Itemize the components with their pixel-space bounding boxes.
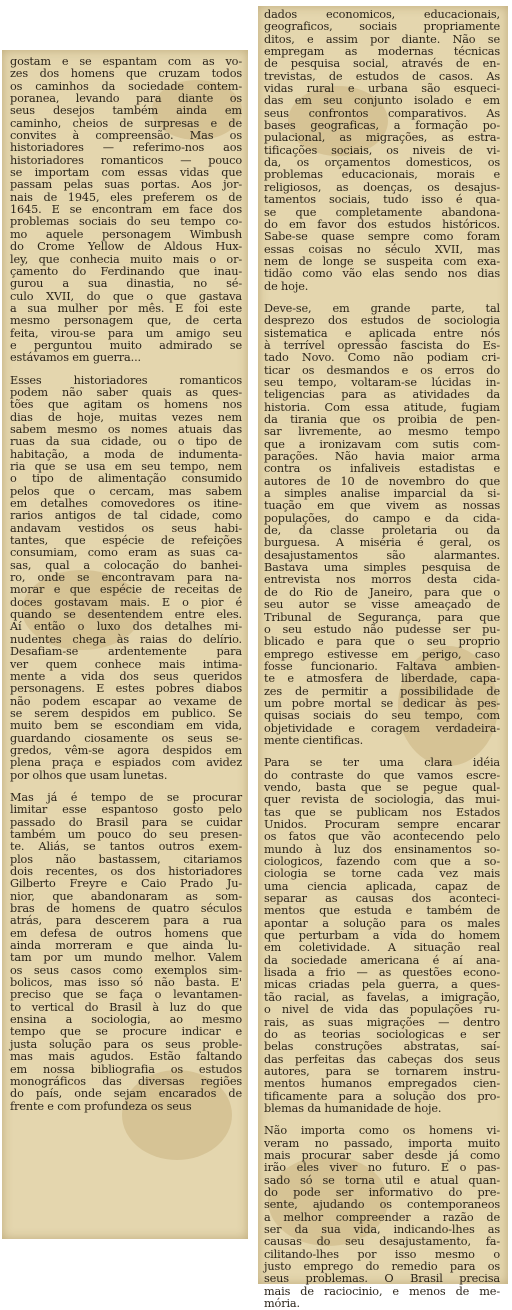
text-line: blicado e para que o seu proprio xyxy=(264,635,500,649)
text-line: Esses historiadores romanticos xyxy=(10,373,242,387)
text-line: tantes, que espécie de refeições xyxy=(10,534,242,548)
text-line: historia. Com essa atitude, fugiam xyxy=(264,400,500,414)
text-line: quisas sociais do seu tempo, com xyxy=(264,709,500,723)
text-line: por olhos que usam lunetas. xyxy=(10,768,168,782)
article-paragraph xyxy=(264,9,500,293)
text-line: doces gostavam mais. E o pior é xyxy=(10,595,242,609)
text-line: justa solução para os seus proble- xyxy=(10,1037,242,1051)
text-line: ciologia se torne cada vez mais xyxy=(264,867,500,881)
text-line: quando se desentendem entre eles. xyxy=(10,608,242,622)
article-column-right xyxy=(264,6,500,1310)
text-line: ver quem conhece mais intima- xyxy=(10,657,242,671)
text-line: nem de longe se suspeita com exa- xyxy=(264,254,500,268)
text-line: zes de permitir a possibilidade de xyxy=(264,684,500,698)
text-line: também um pouco do seu presen- xyxy=(10,827,242,841)
text-line: seus confrontos comparativos. As xyxy=(264,106,500,120)
text-line: desprezo dos estudos de sociologia xyxy=(264,314,500,328)
text-line: rais, as suas migrações — dentro xyxy=(264,1015,500,1029)
article-paragraph xyxy=(10,792,242,1113)
text-line: do Crome Yellow de Aldous Hux- xyxy=(10,240,242,254)
text-line: ticar os desmandos e os erros do xyxy=(264,363,500,377)
text-line: trevistas, de estudos de casos. As xyxy=(264,69,500,83)
text-line: empregam as modernas técnicas xyxy=(264,45,500,59)
text-line: nudentes chega às raias do delírio. xyxy=(10,632,242,646)
text-line: da, os orçamentos domesticos, os xyxy=(264,156,500,170)
text-line: ro, onde se encontravam para na- xyxy=(10,571,242,585)
text-line: essas coisas no século XVII, mas xyxy=(264,242,500,256)
text-line: blemas da humanidade de hoje. xyxy=(264,1101,442,1115)
text-line: andavam vestidos os seus habi- xyxy=(10,521,242,535)
text-line: morar e que espécie de receitas de xyxy=(10,583,242,597)
text-line: a sua mulher por mês. E foi este xyxy=(10,301,242,315)
text-line: sistematica e aplicada entre nós xyxy=(264,326,500,340)
text-line: mo aquele personagem Wimbush xyxy=(10,227,242,241)
text-line: ainda morreram e que ainda lu- xyxy=(10,939,242,953)
text-line: uma ciencia aplicada, capaz de xyxy=(264,879,500,893)
text-line: ser da sua vida, indicando-lhes as xyxy=(264,1223,500,1236)
text-line: tões que agitam os homens nos xyxy=(10,398,242,412)
text-line: parações. Não havia maior arma xyxy=(264,450,500,464)
text-line: ria que se usa em seu tempo, nem xyxy=(10,460,242,473)
text-line: ley, que conhecia muito mais o or- xyxy=(10,252,242,266)
text-line: sado só se torna util e atual quan- xyxy=(264,1173,500,1187)
text-line: atrás, para descerem para a rua xyxy=(10,914,242,928)
text-line: mas mais agudos. Estão faltando xyxy=(10,1050,242,1064)
text-line: plena praça e espiados com avidez xyxy=(10,756,242,770)
text-line: mais de raciocinio, e menos de me- xyxy=(264,1284,500,1298)
text-line: culo XVII, do que o que gastava xyxy=(10,289,242,303)
text-line: belas construções abstratas, saí- xyxy=(264,1040,500,1054)
text-line: contra os infaliveis estadistas e xyxy=(264,462,500,476)
text-line: tificamente para a solução dos pro- xyxy=(264,1089,500,1103)
text-line: plos não bastassem, citariamos xyxy=(10,852,242,866)
text-line: gurou a sua dinastia, no sé- xyxy=(10,277,242,291)
text-line: ruas da sua cidade, ou o tipo de xyxy=(10,435,242,449)
text-line: Para se ter uma clara idéia xyxy=(264,756,500,770)
text-line: seu autor se visse ameaçado de xyxy=(264,598,500,612)
text-line: separar as causas dos aconteci- xyxy=(264,892,500,906)
text-line: veram no passado, importa muito xyxy=(264,1136,500,1150)
text-line: ciologicos, fazendo com que a so- xyxy=(264,855,500,869)
text-line: dias de hoje, muitas vezes nem xyxy=(10,410,242,424)
text-line: desajustamentos são alarmantes. xyxy=(264,548,500,562)
text-line: to vertical do Brasil à luz do que xyxy=(10,1000,242,1014)
text-line: monográficos das diversas regiões xyxy=(10,1074,242,1088)
text-line: mória. xyxy=(264,1297,300,1310)
text-line: do pode ser informativo do pre- xyxy=(264,1185,500,1199)
text-line: autores de 10 de novembro do que xyxy=(264,474,500,488)
text-line: quer revista de sociologia, das mui- xyxy=(264,793,500,807)
text-line: pelos que o cercam, mas sabem xyxy=(10,484,242,498)
text-line: nais de 1945, eles preferem os de xyxy=(10,190,242,204)
text-line: tado Novo. Como não podiam cri- xyxy=(264,351,500,365)
text-line: o tipo de alimentação consumido xyxy=(10,472,242,486)
text-line: limitar esse espantoso gosto pelo xyxy=(10,803,242,817)
article-paragraph xyxy=(10,375,242,782)
text-line: sente, ajudando os contemporaneos xyxy=(264,1198,500,1212)
text-line: frente e com profundeza os seus xyxy=(10,1099,192,1113)
text-line: o nivel de vida das populações ru- xyxy=(264,1003,500,1017)
text-line: vendo, basta que se pegue qual- xyxy=(264,780,500,794)
text-line: dados economicos, educacionais, xyxy=(264,8,500,21)
text-line: tidão como vão elas sendo nos dias xyxy=(264,267,500,281)
text-line: personagens. E estes pobres diabos xyxy=(10,682,242,696)
text-line: vidas rural e urbana são esqueci- xyxy=(264,82,500,96)
text-line: historiadores romanticos — pouco xyxy=(10,153,242,167)
text-line: rarios antigos de tal cidade, como xyxy=(10,509,242,523)
text-line: que perturbam a vida do homem xyxy=(264,929,500,943)
text-line: se serem despidos em publico. Se xyxy=(10,706,242,720)
text-line: Desafiam-se ardentemente para xyxy=(10,645,242,659)
text-line: mentos humanos empregados cien- xyxy=(264,1077,500,1091)
text-line: mundo à luz dos ensinamentos so- xyxy=(264,842,500,856)
text-line: os fatos que vão acontecendo pelo xyxy=(264,830,500,844)
text-line: teligencias para as atividades da xyxy=(264,388,500,402)
text-line: em defesa de outros homens que xyxy=(10,926,242,940)
text-line: do as teorias sociologicas e ser xyxy=(264,1027,500,1041)
text-line: sar livremente, ao mesmo tempo xyxy=(264,425,500,439)
text-line: seus problemas. O Brasil precisa xyxy=(264,1272,500,1286)
text-line: preciso que se faça o levantamen- xyxy=(10,988,242,1002)
text-line: os caminhos da sociedade contem- xyxy=(10,79,242,93)
text-line: tificações sociais, os niveis de vi- xyxy=(264,143,500,157)
text-line: tuação em que vivem as nossas xyxy=(264,499,500,513)
text-line: em detalhes comovedores os itine- xyxy=(10,497,242,511)
text-line: nior, que abandonaram as som- xyxy=(10,889,242,903)
text-line: de pesquisa social, através de en- xyxy=(264,57,500,71)
text-line: guardando ciosamente os seus se- xyxy=(10,731,242,745)
text-line: mente cientificas. xyxy=(264,733,364,747)
text-line: autores, para se tornarem instru- xyxy=(264,1064,500,1078)
text-line: zes dos homens que cruzam todos xyxy=(10,67,242,81)
text-line: sas, qual a colocação do banhei- xyxy=(10,558,242,572)
text-line: bras de homens de quatro séculos xyxy=(10,902,242,916)
text-line: problemas educacionais, morais e xyxy=(264,168,500,182)
text-line: da sociedade americana é aí ana- xyxy=(264,953,500,967)
text-line: bases geograficas, a formação po- xyxy=(264,119,500,133)
text-line: de, da classe proletaria ou da xyxy=(264,524,500,538)
text-line: sabem mesmo os nomes atuais das xyxy=(10,422,242,436)
text-line: consumiam, como eram as suas ca- xyxy=(10,546,242,560)
text-line: um pobre mortal se dedicar às pes- xyxy=(264,696,500,710)
text-line: se importam com essas vidas que xyxy=(10,166,242,180)
text-line: Sabe-se quase sempre como foram xyxy=(264,230,500,244)
text-line: tempo que se procure indicar e xyxy=(10,1025,242,1039)
text-line: das perfeitas das cabeças dos seus xyxy=(264,1052,500,1066)
text-line: Mas já é tempo de se procurar xyxy=(10,790,242,804)
text-line: mais procurar saber desde já como xyxy=(264,1148,500,1162)
newspaper-clipping-left xyxy=(2,50,248,1239)
text-line: çamento do Ferdinando que inau- xyxy=(10,264,242,278)
text-line: convites à compreensão. Mas os xyxy=(10,129,242,143)
text-line: que a ironizavam com sutis com- xyxy=(264,437,500,451)
text-line: do em favor dos estudos históricos. xyxy=(264,217,500,231)
text-line: fosse funcionario. Faltava ambien- xyxy=(264,659,500,673)
text-line: e perguntou muito admirado se xyxy=(10,338,242,352)
text-line: mentos que estuda e também de xyxy=(264,904,500,918)
text-line: ditos, e assim por diante. Não se xyxy=(264,32,500,46)
article-paragraph xyxy=(10,56,242,365)
text-line: à terrível opressão fascista do Es- xyxy=(264,338,500,352)
text-line: podem não saber quais as ques- xyxy=(10,385,242,399)
article-column-left xyxy=(10,50,242,1239)
text-line: religiosos, as doenças, os desajus- xyxy=(264,180,500,194)
text-line: do país, onde sejam encarados de xyxy=(10,1087,242,1101)
text-line: burguesa. A miséria é geral, os xyxy=(264,536,500,550)
text-line: causas do seu desajustamento, fa- xyxy=(264,1235,500,1249)
text-line: os seus casos como exemplos sim- xyxy=(10,963,242,977)
text-line: justo emprego do remedio para os xyxy=(264,1260,500,1274)
text-line: poranea, levando para diante os xyxy=(10,92,242,106)
text-line: passado do Brasil para se cuidar xyxy=(10,815,242,829)
text-line: cilitando-lhes por isso mesmo o xyxy=(264,1247,500,1261)
text-line: seus desejos também ainda em xyxy=(10,104,242,118)
text-line: 1645. E se encontram em face dos xyxy=(10,203,242,217)
text-line: mesmo personagem que, de certa xyxy=(10,314,242,328)
text-line: Aí então o luxo dos detalhes mi- xyxy=(10,620,242,634)
text-line: a simples analise imparcial da si- xyxy=(264,487,500,501)
text-line: apontar a solução para os males xyxy=(264,916,500,930)
text-line: objetividade e coragem verdadeira- xyxy=(264,721,500,735)
text-line: se que completamente abandona- xyxy=(264,205,500,219)
article-paragraph xyxy=(264,303,500,747)
text-line: mente a vida dos seus queridos xyxy=(10,669,242,683)
text-line: Unidos. Procuram sempre encarar xyxy=(264,818,500,831)
text-line: entrevista nos morros desta cida- xyxy=(264,573,500,587)
text-line: a melhor compreender a razão de xyxy=(264,1210,500,1224)
text-line: historiadores — referimo-nos aos xyxy=(10,141,242,155)
text-line: caminho, cheios de surpresas e de xyxy=(10,116,242,130)
article-paragraph xyxy=(264,757,500,1115)
text-line: micas criadas pela guerra, a ques- xyxy=(264,978,500,992)
text-line: Deve-se, em grande parte, tal xyxy=(264,301,500,315)
text-line: de do Rio de Janeiro, para que o xyxy=(264,585,500,599)
text-line: da tirania que os proibia de pen- xyxy=(264,413,500,426)
text-line: bolicos, mas isso só não basta. E' xyxy=(10,976,242,990)
text-line: te. Aliás, se tantos outros exem- xyxy=(10,840,242,854)
text-line: em nossa bibliografia os estudos xyxy=(10,1062,242,1076)
text-line: não podem escapar ao vexame de xyxy=(10,694,242,708)
text-line: do contraste do que vamos escre- xyxy=(264,768,500,782)
newspaper-clipping-right xyxy=(258,6,508,1310)
text-line: Gilberto Freyre e Caio Prado Ju- xyxy=(10,877,242,891)
text-line: populações, do campo e da cida- xyxy=(264,511,500,525)
text-line: seu tempo, voltaram-se lúcidas in- xyxy=(264,375,500,389)
text-line: lisada a frio — as questões econo- xyxy=(264,966,500,980)
text-line: dois recentes, os dos historiadores xyxy=(10,865,242,878)
text-line: habitação, a moda de indumenta- xyxy=(10,447,242,461)
text-line: de hoje. xyxy=(264,279,309,293)
text-line: passam pelas suas portas. Aos jor- xyxy=(10,178,242,192)
text-line: em coletividade. A situação real xyxy=(264,941,500,955)
text-line: te e atmosfera de liberdade, capa- xyxy=(264,672,500,686)
text-line: estávamos em guerra... xyxy=(10,351,141,365)
text-line: Bastava uma simples pesquisa de xyxy=(264,561,500,575)
text-line: o seu estudo não pudesse ser pu- xyxy=(264,622,500,636)
text-line: problemas sociais do seu tempo co- xyxy=(10,215,242,229)
article-paragraph xyxy=(264,1125,500,1310)
text-line: tam por um mundo melhor. Valem xyxy=(10,951,242,965)
text-line: geograficos, sociais propriamente xyxy=(264,20,500,34)
text-line: pulacional, as migrações, as estra- xyxy=(264,131,500,145)
text-line: tão racial, as favelas, a imigração, xyxy=(264,990,500,1004)
text-line: Não importa como os homens vi- xyxy=(264,1124,500,1138)
text-line: ensina a sociologia, ao mesmo xyxy=(10,1013,242,1027)
text-line: das em seu conjunto isolado e em xyxy=(264,94,500,108)
text-line: feita, virou-se para um amigo seu xyxy=(10,326,242,340)
text-line: gredos, vêm-se agora despidos em xyxy=(10,743,242,757)
text-line: muito bem se escondiam em vida, xyxy=(10,719,242,733)
text-line: Tribunal de Segurança, para que xyxy=(264,610,500,624)
text-line: tamentos sociais, tudo isso é qua- xyxy=(264,193,500,207)
text-line: tas que se publicam nos Estados xyxy=(264,805,500,819)
text-line: gostam e se espantam com as vo- xyxy=(10,55,242,68)
text-line: irão eles viver no futuro. E o pas- xyxy=(264,1161,500,1175)
text-line: emprego estivesse em perigo, caso xyxy=(264,647,500,661)
